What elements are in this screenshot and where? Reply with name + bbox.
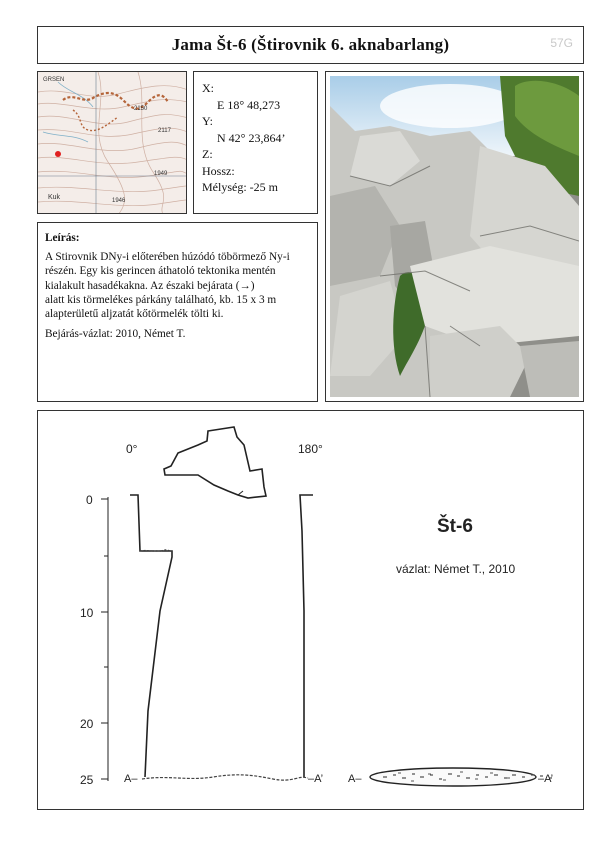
depth-label: 10 [80,606,94,620]
survey-credit: Bejárás-vázlat: 2010, Német T. [45,328,186,341]
plan-cross-section [370,768,536,786]
y-value: N 42° 23,864’ [217,130,286,145]
map-label: Kuk [48,194,61,201]
map-label: 1946 [112,198,126,204]
cave-map-panel [37,410,584,810]
cave-code: Št-6 [437,516,473,537]
map-label: 2150 [134,106,148,112]
description-heading: Leírás: [45,232,80,244]
description-line: kialakult hasadékakna. Az északi bejárata (→) [45,279,255,292]
drawing-caption: vázlat: Német T., 2010 [396,562,516,576]
x-label: X: [202,81,214,95]
rubble-floor [142,775,308,780]
depth-label: 20 [80,717,94,731]
section-label-a-prime: –A’ [308,773,324,785]
depth-label: Mélység: [202,180,247,194]
map-label: GRSEN [43,77,65,83]
map-label: 2117 [158,128,171,134]
plan-label-a-prime: –A’ [538,773,554,785]
x-value: E 18° 48,273 [217,97,281,112]
depth-row [202,179,285,196]
corner-mark: 57G [550,36,573,50]
description-box [37,222,318,402]
section-right-wall [300,495,313,777]
section-label-a: A– [124,773,138,785]
cave-survey-drawing [38,411,585,811]
map-drawing [38,72,187,214]
cave-location-marker [55,151,61,157]
map-label: 1949 [154,171,168,177]
plan-outline [164,427,266,498]
description-line: A Stirovnik DNy-i előterében húzódó töbörmező Ny-i [45,251,290,264]
z-label: Z: [202,147,213,161]
length-label: Hossz: [202,163,235,178]
page-title: Jama Št-6 (Štirovnik 6. aknabarlang) [171,35,450,54]
description-line: részén. Egy kis gerincen áthatoló tektonika mentén [45,265,276,278]
angle-right-label: 180° [298,442,323,456]
plan-label-a: A– [348,773,362,785]
depth-value: -25 m [249,180,279,194]
y-label: Y: [202,114,213,128]
depth-label: 0 [86,493,93,507]
depth-label: 25 [80,773,94,787]
angle-left-label: 0° [126,442,138,456]
description-line: alapterületű aljzatát kőtörmelék tölti ki. [45,308,224,321]
entrance-photo [325,71,584,402]
photo-drawing [330,76,579,397]
coordinates-box [193,71,318,214]
description-line: alatt kis törmelékes párkány található, kb. 15 x 3 m [45,293,277,306]
location-map [37,71,187,214]
section-left-wall [130,495,172,777]
title-box [37,26,584,64]
